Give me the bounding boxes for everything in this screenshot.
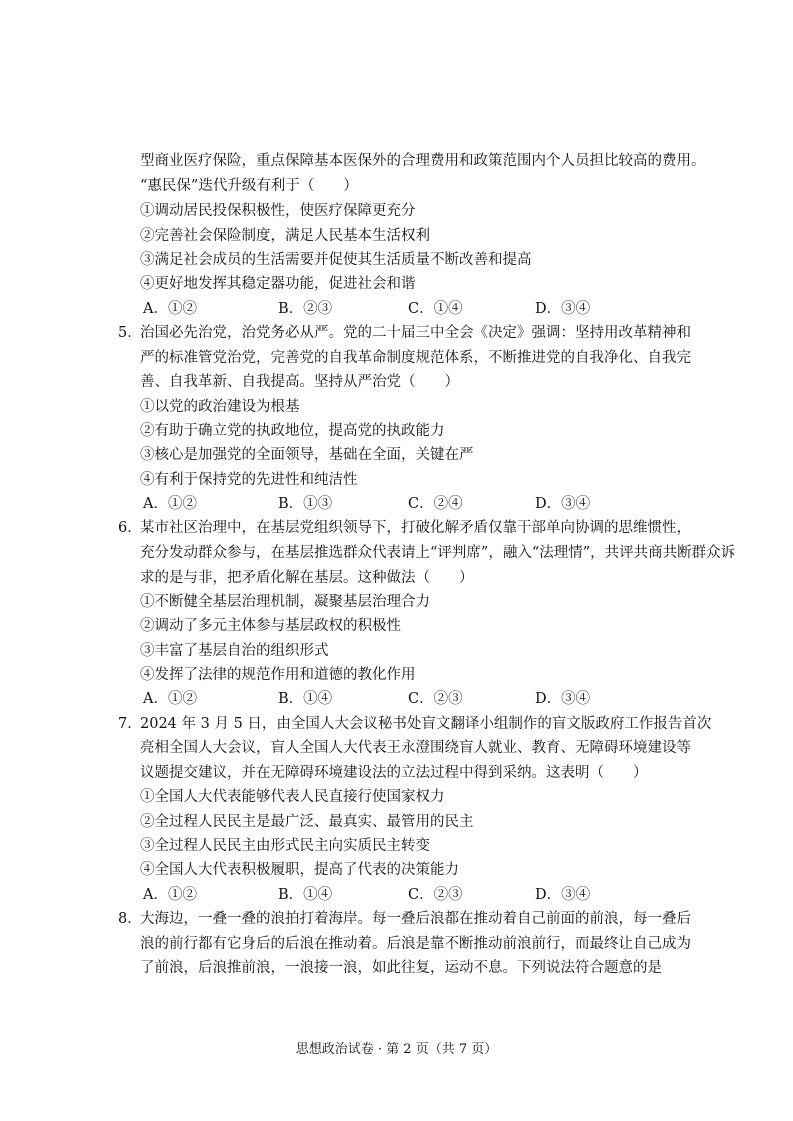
q5-number: 5． [118,325,142,341]
q7-stem-line-1: 2024 年 3 月 5 日，由全国人大会议秘书处盲文翻译小组制作的盲文版政府工作报告首次 [140,716,712,732]
q5-item-2: ②有助于确立党的执政地位，提高党的执政能力 [140,423,445,439]
q5-item-4: ④有利于保持党的先进性和纯洁性 [140,472,358,488]
q5-option-a: A．①② [143,496,197,512]
q7-item-1: ①全国人大代表能够代表人民直接行使国家权力 [140,789,445,805]
q5-stem-line-3: 善、自我革新、自我提高。坚持从严治党（ ） [140,374,459,390]
q6-item-4: ④发挥了法律的规范作用和道德的教化作用 [140,667,416,683]
q5-option-b: B．①③ [278,496,333,512]
q4-option-c: C．①④ [408,301,463,317]
q8-stem-line-1: 大海边，一叠一叠的浪拍打着海岸。每一叠后浪都在推动着自己前面的前浪，每一叠后 [140,911,691,927]
q6-option-c: C．②③ [408,691,463,707]
q6-stem-line-1: 某市社区治理中，在基层党组织领导下，打破化解矛盾仅靠干部单向协调的思维惯性， [140,520,691,536]
q7-number: 7． [118,716,142,732]
q4-stem-line-2: “惠民保”迭代升级有利于（ ） [140,178,358,194]
q4-item-1: ①调动居民投保积极性，使医疗保障更充分 [140,203,416,219]
q6-option-d: D．③④ [535,691,591,707]
q6-option-a: A．①② [143,691,197,707]
q6-stem-line-3: 求的是与非，把矛盾化解在基层。这种做法（ ） [140,570,474,586]
q4-item-3: ③满足社会成员的生活需要并促使其生活质量不断改善和提高 [140,252,532,268]
q7-option-a: A．①② [143,887,197,903]
q5-item-1: ①以党的政治建设为根基 [140,399,300,415]
q7-stem-line-2: 亮相全国人大会议，盲人全国人大代表王永澄围绕盲人就业、教育、无障碍环境建设等 [140,740,691,756]
q8-number: 8． [118,911,142,927]
q7-item-3: ③全过程人民民主由形式民主向实质民主转变 [140,838,430,854]
q7-option-d: D．③④ [535,887,591,903]
q6-item-2: ②调动了多元主体参与基层政权的积极性 [140,618,401,634]
q4-stem-line-1: 型商业医疗保险，重点保障基本医保外的合理费用和政策范围内个人员担比较高的费用。 [140,153,706,169]
q4-option-b: B．②③ [278,301,333,317]
q5-item-3: ③核心是加强党的全面领导，基础在全面，关键在严 [140,447,474,463]
q5-option-c: C．②④ [408,496,463,512]
q8-stem-line-2: 浪的前行都有它身后的后浪在推动着。后浪是靠不断推动前浪前行，而最终让自己成为 [140,936,691,952]
q4-option-d: D．③④ [535,301,591,317]
q4-item-2: ②完善社会保险制度，满足人民基本生活权利 [140,228,430,244]
q7-option-b: B．①④ [278,887,333,903]
q8-stem-line-3: 了前浪，后浪推前浪，一浪接一浪，如此往复，运动不息。下列说法符合题意的是 [140,960,662,976]
q6-number: 6． [118,520,142,536]
q7-item-4: ④全国人大代表积极履职，提高了代表的决策能力 [140,862,459,878]
q6-stem-line-2: 充分发动群众参与，在基层推选群众代表请上“评判席”，融入“法理情”，共评共商共断群众诉 [140,545,736,561]
q5-option-d: D．③④ [535,496,591,512]
q5-stem-line-1: 治国必先治党，治党务必从严。党的二十届三中全会《决定》强调：坚持用改革精神和 [140,325,691,341]
q4-option-a: A．①② [143,301,197,317]
page-footer: 思想政治试卷 · 第 2 页（共 7 页） [295,1042,498,1057]
q6-item-1: ①不断健全基层治理机制，凝聚基层治理合力 [140,594,430,610]
q6-option-b: B．①④ [278,691,333,707]
q7-stem-line-3: 议题提交建议，并在无障碍环境建设法的立法过程中得到采纳。这表明（ ） [140,765,648,781]
q7-item-2: ②全过程人民民主是最广泛、最真实、最管用的民主 [140,814,474,830]
q6-item-3: ③丰富了基层自治的组织形式 [140,643,329,659]
q5-stem-line-2: 严的标准管党治党，完善党的自我革命制度规范体系，不断推进党的自我净化、自我完 [140,350,691,366]
q7-option-c: C．②③ [408,887,463,903]
q4-item-4: ④更好地发挥其稳定器功能，促进社会和谐 [140,276,416,292]
